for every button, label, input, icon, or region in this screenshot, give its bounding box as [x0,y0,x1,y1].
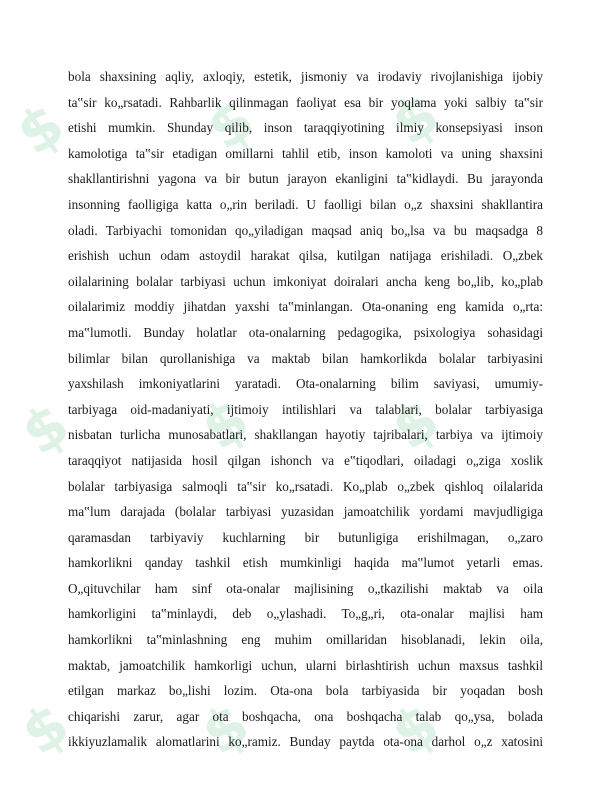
text-line: insonning faolligiga katta o„rin beriladi. U faolligi bilan o„z shaxsini shakllantira [68,196,543,212]
watermark-dollar-icon: $ [4,89,77,169]
text-line: ikkiyuzlamalik alomatlarini ko„ramiz. Bunday paytda ota-ona darhol o„z xatosini [68,734,543,750]
watermark-dollar-icon: $ [379,384,452,464]
text-line: tarbiyaga oid-madaniyati, ijtimoiy intilishlari va talablari, bolalar tarbiyasiga [68,401,543,417]
text-line: bilimlar bilan qurollanishiga va maktab bilan hamkorlikda bolalar tarbiyasini [68,350,543,366]
watermark-dollar-icon: $ [9,389,82,469]
text-line: qaramasdan tarbiyaviy kuchlarning bir butunligiga erishilmagan, o„zaro [68,529,543,545]
text-line: hamkorlikni qanday tashkil etish mumkinligi haqida ma‟lumot yetarli emas. [68,555,543,571]
text-line: etilgan markaz bo„lishi lozim. Ota-ona bola tarbiyasida bir yoqadan bosh [68,683,543,699]
text-line: bolalar tarbiyasiga salmoqli ta‟sir ko„rsatadi. Ko„plab o„zbek qishloq oilalarida [68,478,543,494]
text-line: hamkorlikni ta‟minlashning eng muhim omillaridan hisoblanadi, lekin oila, [68,632,543,648]
text-line: hamkorligini ta‟minlaydi, deb o„ylashadi. To„g„ri, ota-onalar majlisi ham [68,606,543,622]
text-line: oilalarining bolalar tarbiyasi uchun imkoniyat doiralari ancha keng bo„lib, ko„plab [68,273,543,289]
text-line: oladi. Tarbiyachi tomonidan qo„yiladigan maqsad aniq bo„lsa va bu maqsadga 8 [68,222,543,238]
watermark-dollar-icon: $ [189,384,262,464]
text-line: oilalarimiz moddiy jihatdan yaxshi ta‟minlangan. Ota-onaning eng kamida o„rta: [68,299,543,315]
text-line: bola shaxsining aqliy, axloqiy, estetik, jismoniy va irodaviy rivojlanishiga ijobiy [68,69,543,84]
body-paragraph [68,64,543,755]
text-line: taraqqiyot natijasida hosil qilgan ishonch va e‟tiqodlari, oiladagi o„ziga xoslik [68,452,543,468]
text-line: erishish uchun odam astoydil harakat qilsa, kutilgan natijaga erishiladi. O„zbek [68,248,543,264]
text-line: yaxshilash imkoniyatlarini yaratadi. Ota-onalarning bilim saviyasi, umumiy- [68,376,543,392]
watermark-dollar-icon: $ [194,84,267,164]
watermark-dollar-icon: $ [189,689,262,769]
watermark-dollar-icon: $ [379,689,452,769]
text-line: chiqarishi zarur, agar ota boshqacha, ona boshqacha talab qo„ysa, bolada [68,708,543,724]
text-line: etishi mumkin. Shunday qilib, inson taraqqiyotining ilmiy konsepsiyasi inson [68,120,543,136]
text-line: nisbatan turlicha munosabatlari, shakllangan hayotiy tajribalari, tarbiya va ijtimoiy [68,427,543,443]
text-line: ta‟sir ko„rsatadi. Rahbarlik qilinmagan faoliyat esa bir yoqlama yoki salbiy ta‟sir [68,94,543,110]
text-line: ma‟lum darajada (bolalar tarbiyasi yuzasidan jamoatchilik yordami mavjudligiga [68,504,543,520]
text-line: shakllantirishni yagona va bir butun jarayon ekanligini ta‟kidlaydi. Bu jarayonda [68,171,543,187]
text-line: O„qituvchilar ham sinf ota-onalar majlisining o„tkazilishi maktab va oila [68,580,543,596]
text-line: kamolotiga ta‟sir etadigan omillarni tahlil etib, inson kamoloti va uning shaxsini [68,145,543,161]
text-line: ma‟lumotli. Bunday holatlar ota-onalarning pedagogika, psixologiya sohasidagi [68,324,543,340]
text-line: maktab, jamoatchilik hamkorligi uchun, ularni birlashtirish uchun maxsus tashkil [68,657,543,673]
watermark-dollar-icon: $ [379,79,452,159]
watermark-dollar-icon: $ [9,689,82,769]
